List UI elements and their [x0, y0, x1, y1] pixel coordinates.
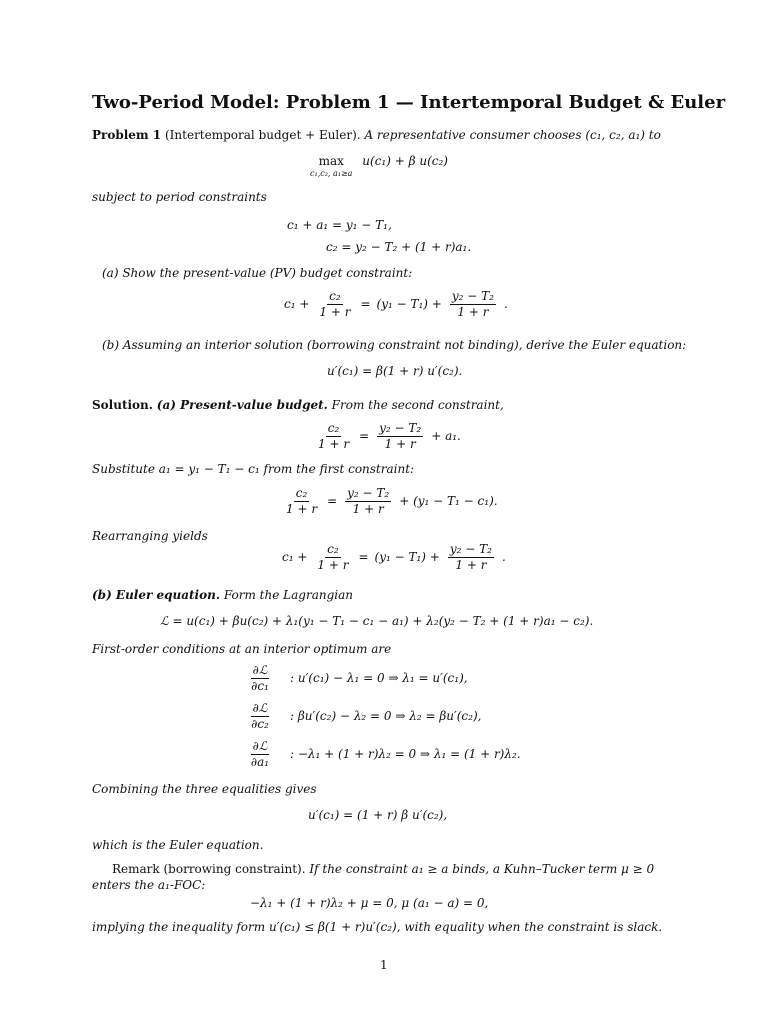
foc-den: ∂c₁ [251, 679, 269, 694]
eq-term: (y₁ − T₁) + [376, 297, 442, 312]
euler-equation: u′(c₁) = β(1 + r) u′(c₂). [327, 364, 463, 378]
foc-num: ∂ℒ [251, 740, 270, 755]
pv-equation-2 [314, 422, 461, 451]
frac-den: 1 + r [319, 305, 351, 320]
eq-term: (y₁ − T₁) + [374, 550, 440, 565]
frac-num: c₂ [294, 487, 310, 502]
remark-line [112, 862, 654, 877]
eq-term: . [503, 297, 508, 312]
remark-text-2: enters the a₁-FOC: [92, 878, 206, 892]
frac-num: y₂ − T₂ [448, 543, 494, 558]
frac-den: 1 + r [352, 502, 384, 517]
foc-num: ∂ℒ [251, 702, 270, 717]
eq-sign: = [360, 297, 371, 312]
objective: u(c₁) + β u(c₂) [362, 154, 448, 168]
combine-text: Combining the three equalities gives [92, 782, 317, 796]
solution-b-head: (b) Euler equation. [92, 588, 221, 602]
frac-den: 1 + r [455, 558, 487, 573]
eq-sign: = [327, 494, 338, 509]
max-subscript: c₁,c₂, a₁≥a [310, 169, 353, 178]
page-title: Two-Period Model: Problem 1 — Intertemporal Budget & Euler [92, 92, 726, 113]
rearrange-text: Rearranging yields [92, 529, 208, 543]
problem-label: Problem 1 [92, 128, 162, 142]
foc-row [240, 740, 521, 769]
eq-term: + (y₁ − T₁ − c₁). [399, 494, 498, 509]
remark-label: Remark (borrowing constraint). [112, 862, 306, 876]
substitute-text: Substitute a₁ = y₁ − T₁ − c₁ from the first constraint: [92, 462, 415, 476]
pv-equation-3 [282, 487, 498, 516]
frac-den: 1 + r [457, 305, 489, 320]
frac-num: y₂ − T₂ [450, 290, 496, 305]
foc-den: ∂c₂ [251, 717, 269, 732]
foc-rhs: : −λ₁ + (1 + r)λ₂ = 0 ⇒ λ₁ = (1 + r)λ₂. [290, 747, 521, 762]
constraint-2: c₂ = y₂ − T₂ + (1 + r)a₁. [326, 240, 472, 254]
foc-num: ∂ℒ [251, 664, 270, 679]
pv-equation-4 [282, 543, 506, 572]
solution-a-text: From the second constraint, [331, 398, 504, 412]
frac-num: y₂ − T₂ [345, 487, 391, 502]
foc-text: First-order conditions at an interior optimum are [92, 642, 392, 656]
eq-sign: = [359, 429, 370, 444]
eq-term: + a₁. [431, 429, 461, 444]
eq-sign: = [358, 550, 369, 565]
euler-result: u′(c₁) = (1 + r) β u′(c₂), [308, 808, 448, 822]
problem-intro [92, 128, 661, 143]
constraint-1: c₁ + a₁ = y₁ − T₁, [287, 218, 392, 232]
page-number: 1 [380, 958, 388, 972]
frac-den: 1 + r [317, 558, 349, 573]
foc-rhs: : βu′(c₂) − λ₂ = 0 ⇒ λ₂ = βu′(c₂), [290, 709, 482, 724]
problem-paren: (Intertemporal budget + Euler). [165, 128, 361, 142]
pv-equation-1 [284, 290, 508, 319]
foc-row [240, 664, 468, 693]
frac-num: c₂ [326, 422, 342, 437]
frac-den: 1 + r [286, 502, 318, 517]
eq-term: c₁ + [284, 297, 310, 312]
kt-equation: −λ₁ + (1 + r)λ₂ + μ = 0, μ (a₁ − a) = 0, [250, 896, 489, 910]
solution-label: Solution. [92, 398, 153, 412]
foc-row [240, 702, 481, 731]
eq-term: . [501, 550, 506, 565]
which-text: which is the Euler equation. [92, 838, 264, 852]
problem-statement: A representative consumer chooses (c₁, c₂, a₁) to [364, 128, 661, 142]
part-a-text: (a) Show the present-value (PV) budget constraint: [102, 266, 413, 280]
solution-intro [92, 398, 504, 413]
frac-num: c₂ [325, 543, 341, 558]
solution-b-text: Form the Lagrangian [223, 588, 353, 602]
solution-a-head: (a) Present-value budget. [156, 398, 328, 412]
solution-b-intro [92, 588, 353, 603]
max-operator: max [318, 154, 344, 168]
foc-den: ∂a₁ [250, 755, 270, 770]
part-b-text: (b) Assuming an interior solution (borrowing constraint not binding), derive the Euler equation: [102, 338, 687, 352]
frac-num: y₂ − T₂ [377, 422, 423, 437]
lagrangian: ℒ = u(c₁) + βu(c₂) + λ₁(y₁ − T₁ − c₁ − a₁) + λ₂(y₂ − T₂ + (1 + r)a₁ − c₂). [160, 614, 594, 628]
foc-rhs: : u′(c₁) − λ₁ = 0 ⇒ λ₁ = u′(c₁), [290, 671, 468, 686]
frac-den: 1 + r [318, 437, 350, 452]
frac-den: 1 + r [384, 437, 416, 452]
eq-term: c₁ + [282, 550, 308, 565]
subject-text: subject to period constraints [92, 190, 267, 204]
frac-num: c₂ [327, 290, 343, 305]
objective-block [310, 154, 448, 179]
implying-text: implying the inequality form u′(c₁) ≤ β(1 + r)u′(c₂), with equality when the constraint is slack. [92, 920, 663, 934]
remark-text: If the constraint a₁ ≥ a binds, a Kuhn–Tucker term μ ≥ 0 [309, 862, 655, 876]
